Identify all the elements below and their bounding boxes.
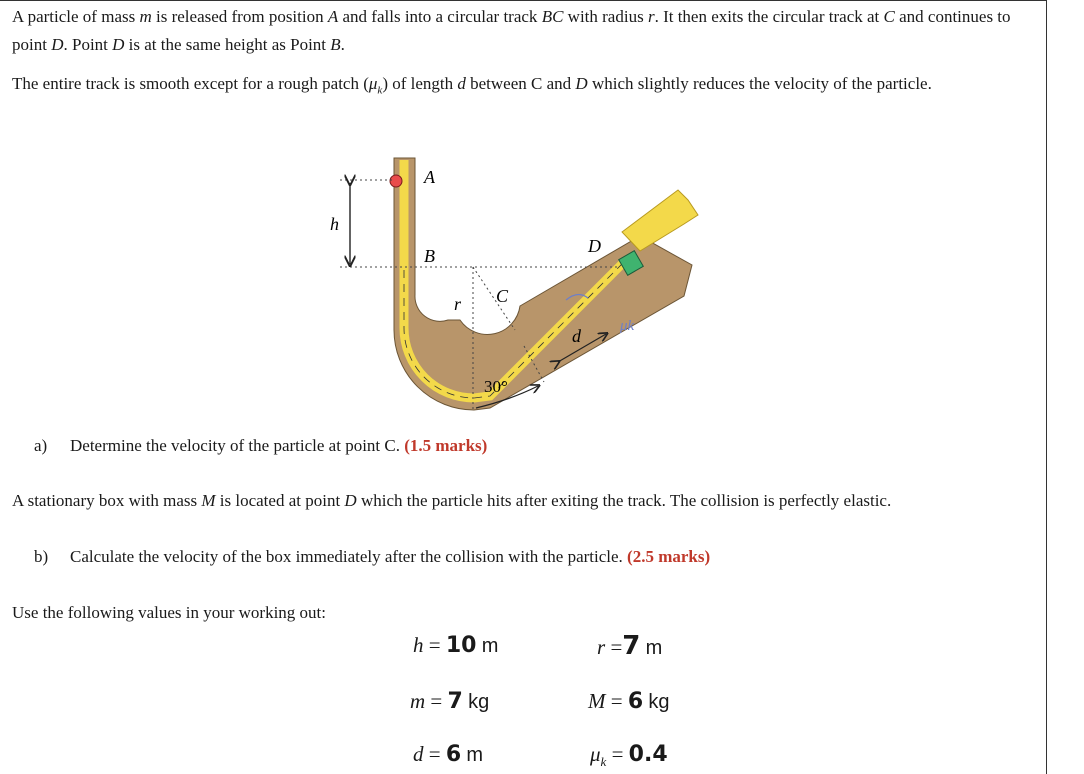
label-C: C bbox=[496, 286, 509, 306]
question-b bbox=[34, 547, 710, 567]
intro-paragraph-1: A particle of mass m is released from position A and falls into a circular track BC with radius r. It then exits the circular track at C and continues to point D. Point D is at the same height as Point B. bbox=[12, 7, 1011, 54]
label-angle: 30° bbox=[484, 377, 508, 396]
value-r: r =7 m bbox=[597, 631, 663, 661]
question-a-label: a) bbox=[34, 436, 48, 455]
question-b-label: b) bbox=[34, 547, 49, 566]
value-h: h = 10 m bbox=[413, 633, 499, 658]
values-intro: Use the following values in your working out: bbox=[12, 603, 326, 622]
label-B: B bbox=[424, 246, 435, 266]
label-A: A bbox=[424, 167, 435, 187]
label-D: D bbox=[588, 236, 601, 256]
question-a-text: Determine the velocity of the particle at point C. bbox=[70, 436, 400, 455]
question-a-marks: (1.5 marks) bbox=[404, 436, 488, 455]
particle-ball bbox=[390, 175, 402, 187]
value-mu: $\mu_k = 0.4$ bbox=[590, 742, 668, 770]
value-M: M = 6 kg bbox=[588, 689, 670, 714]
track-diagram bbox=[300, 150, 720, 420]
label-h: h bbox=[330, 214, 339, 234]
top-border bbox=[0, 0, 1046, 1]
value-d: d = 6 m bbox=[413, 742, 484, 767]
intro-paragraph-2: The entire track is smooth except for a rough patch $(\mu_k)$ of length d between C and D which slightly reduces the velocity of the particle. bbox=[12, 74, 932, 97]
question-b-marks: (2.5 marks) bbox=[627, 547, 711, 566]
value-m: m = 7 kg bbox=[410, 689, 490, 714]
track-outer bbox=[394, 158, 692, 410]
question-b-text: Calculate the velocity of the box immediately after the collision with the particle. bbox=[70, 547, 623, 566]
label-mu: μk bbox=[620, 318, 635, 334]
label-r: r bbox=[454, 294, 462, 314]
track-yellow-end bbox=[622, 190, 698, 251]
question-a bbox=[34, 436, 487, 456]
label-d: d bbox=[572, 326, 581, 346]
box-paragraph: A stationary box with mass M is located at point D which the particle hits after exiting the track. The collision is perfectly elastic. bbox=[12, 491, 892, 510]
